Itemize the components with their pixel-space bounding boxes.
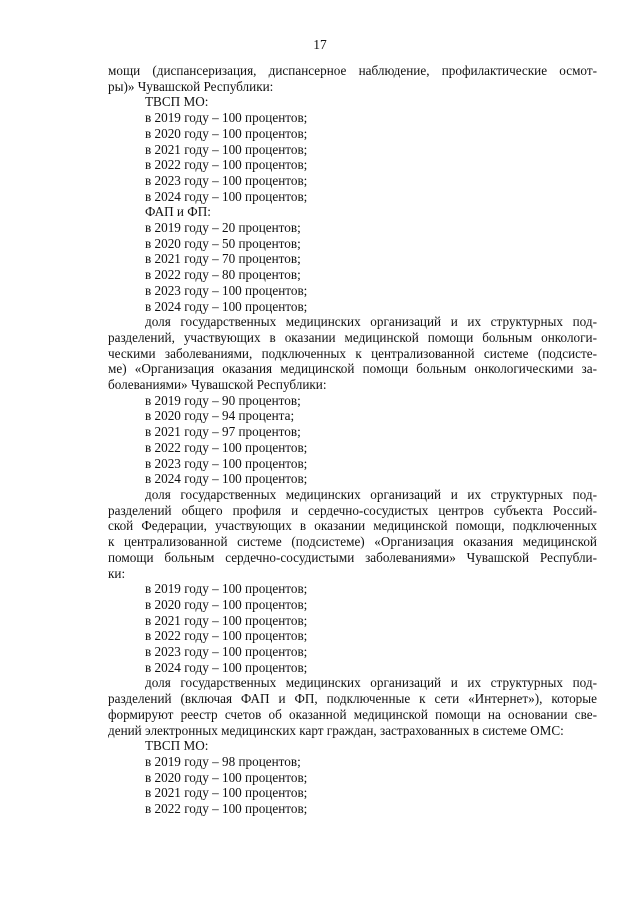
paragraph-line: доля государственных медицинских организаций и их структурных под- <box>145 486 597 502</box>
list-item: в 2021 году – 97 процентов; <box>145 424 301 440</box>
list-item: в 2023 году – 100 процентов; <box>145 455 308 471</box>
list-item: в 2019 году – 100 процентов; <box>145 581 308 597</box>
list-item: в 2024 году – 100 процентов; <box>145 188 308 204</box>
list-item: в 2021 году – 100 процентов; <box>145 612 308 628</box>
list-item: в 2020 году – 100 процентов; <box>145 596 308 612</box>
section-heading: ТВСП МО: <box>145 94 209 110</box>
list-item: в 2019 году – 100 процентов; <box>145 110 308 126</box>
list-item: в 2024 году – 100 процентов; <box>145 659 308 675</box>
paragraph-line: ме) «Организация оказания медицинской помощи больным онкологическими за- <box>108 361 597 377</box>
list-item: в 2019 году – 98 процентов; <box>145 753 301 769</box>
list-item: в 2021 году – 100 процентов; <box>145 141 308 157</box>
paragraph-line: мощи (диспансеризация, диспансерное наблюдение, профилактические осмот- <box>108 63 597 78</box>
list-item: в 2024 году – 100 процентов; <box>145 471 308 487</box>
paragraph-line: помощи больным сердечно-сосудистыми заболеваниями» Чувашской Республи- <box>108 549 597 565</box>
list-item: в 2020 году – 100 процентов; <box>145 125 308 141</box>
section-heading: ФАП и ФП: <box>145 204 211 220</box>
list-item: в 2019 году – 20 процентов; <box>145 220 301 236</box>
paragraph-line: ры)» Чувашской Республики: <box>108 78 274 94</box>
paragraph-line: доля государственных медицинских организаций и их структурных под- <box>145 675 597 691</box>
list-item: в 2020 году – 94 процента; <box>145 408 295 424</box>
list-item: в 2022 году – 100 процентов; <box>145 439 308 455</box>
list-item: в 2023 году – 100 процентов; <box>145 172 308 188</box>
page-number: 17 <box>313 37 327 52</box>
document-body <box>108 63 597 817</box>
list-item: в 2023 году – 100 процентов; <box>145 282 308 298</box>
list-item: в 2022 году – 80 процентов; <box>145 267 301 283</box>
list-item: в 2024 году – 100 процентов; <box>145 298 308 314</box>
list-item: в 2022 году – 100 процентов; <box>145 801 308 817</box>
paragraph-line: разделений общего профиля и сердечно-сосудистых центров субъекта Россий- <box>108 502 597 518</box>
paragraph-line: формируют реестр счетов об оказанной медицинской помощи на основании све- <box>108 706 597 722</box>
paragraph-line: болеваниями» Чувашской Республики: <box>108 377 327 393</box>
paragraph-line: разделений (включая ФАП и ФП, подключенные к сети «Интернет»), которые <box>108 691 597 707</box>
paragraph-line: к централизованной системе (подсистеме) «Организация оказания медицинской <box>108 534 597 550</box>
paragraph-line: доля государственных медицинских организаций и их структурных под- <box>145 314 597 330</box>
paragraph-line: ки: <box>108 565 126 581</box>
list-item: в 2022 году – 100 процентов; <box>145 628 308 644</box>
list-item: в 2020 году – 50 процентов; <box>145 235 301 251</box>
paragraph-line: ской Федерации, участвующих в оказании медицинской помощи, подключенных <box>108 518 597 534</box>
list-item: в 2019 году – 90 процентов; <box>145 392 301 408</box>
paragraph-line: разделений, участвующих в оказании медицинской помощи больным онкологи- <box>108 329 597 345</box>
list-item: в 2021 году – 70 процентов; <box>145 251 301 267</box>
paragraph-line: дений электронных медицинских карт граждан, застрахованных в системе ОМС: <box>108 722 564 738</box>
list-item: в 2022 году – 100 процентов; <box>145 157 308 173</box>
list-item: в 2023 году – 100 процентов; <box>145 644 308 660</box>
list-item: в 2020 году – 100 процентов; <box>145 769 308 785</box>
paragraph-line: ческими заболеваниями, подключенных к централизованной системе (подсисте- <box>108 345 597 361</box>
section-heading: ТВСП МО: <box>145 738 209 754</box>
list-item: в 2021 году – 100 процентов; <box>145 785 308 801</box>
